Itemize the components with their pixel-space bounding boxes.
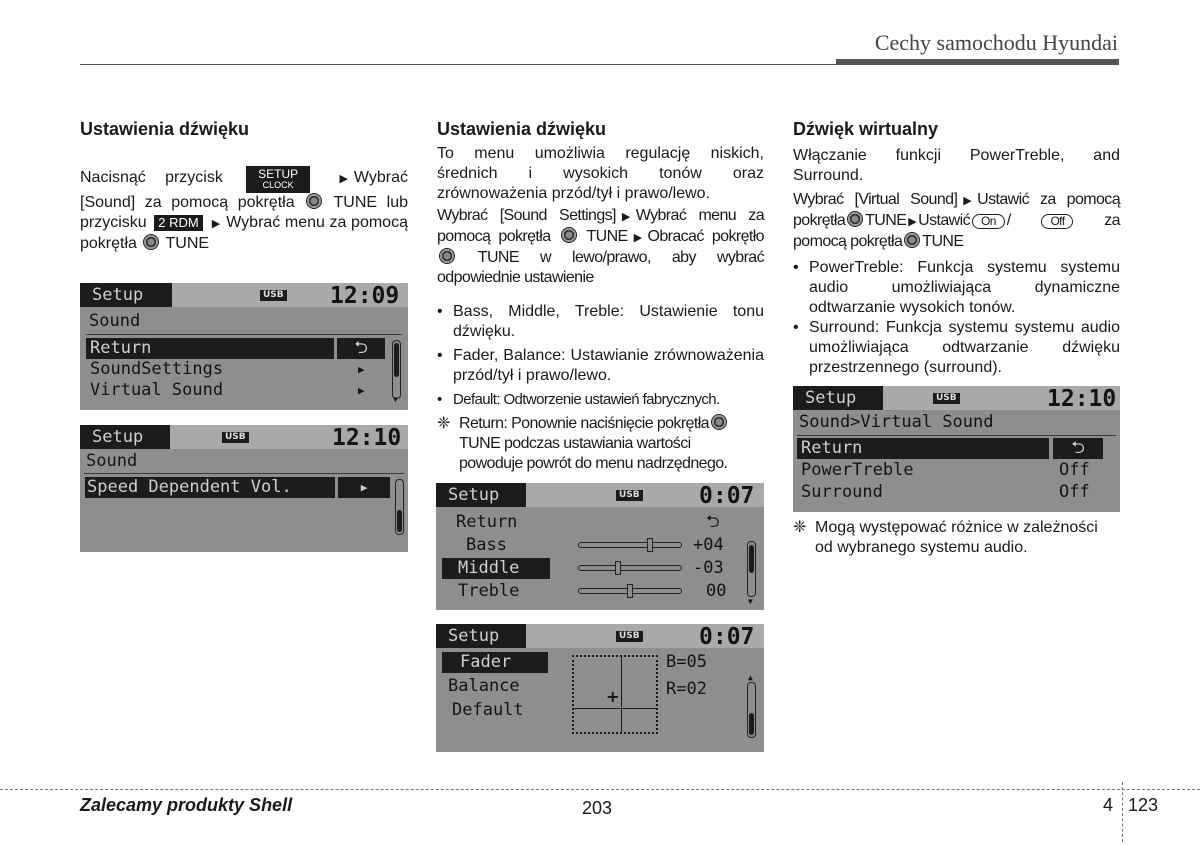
menu-item-balance[interactable]: Balance [448, 676, 520, 696]
text: Obracać [647, 228, 704, 245]
tune-knob-icon [561, 227, 577, 243]
header-accent-bar [836, 59, 1119, 65]
scrollbar[interactable] [392, 340, 401, 399]
text: Wybrać menu [635, 207, 737, 224]
setup-tag: Setup [80, 283, 172, 307]
arrow-right-icon: ▶ [211, 218, 221, 230]
note-mark: ❈ [437, 415, 450, 432]
paragraph: Włączanie funkcji PowerTreble, and Surround. [793, 147, 1120, 184]
setup-tag: Setup [436, 624, 526, 648]
arrow-right-icon: ▶ [358, 384, 365, 397]
arrow-right-icon: ▶ [633, 232, 642, 244]
tune-knob-icon [143, 234, 159, 250]
text: TUNE podczas ustawiania wartości [459, 435, 691, 452]
menu-item-return[interactable]: Return [456, 512, 518, 532]
usb-badge: USB [933, 393, 960, 404]
arrow-right-icon: ▶ [339, 173, 348, 185]
text: Wybrać [353, 169, 408, 186]
text: powoduje powrót do menu nadrzędnego. [459, 455, 728, 472]
return-icon: ⮌ [337, 338, 385, 359]
menu-item-speed-dependent-vol[interactable]: Speed Dependent Vol. [85, 477, 335, 498]
paragraph [437, 206, 764, 288]
usb-badge: USB [222, 432, 249, 443]
middle-slider[interactable] [578, 565, 682, 571]
arrow-right-icon: ▶ [908, 216, 917, 228]
list-item: • Default: Odtworzenie ustawień fabrycznych. [437, 391, 720, 408]
paragraph: To menu umożliwia regulację niskich, średnich i wysokich tonów oraz zrównoważenia przód/tył i prawo/lewo. [437, 145, 764, 202]
text: Ustawić [918, 212, 970, 229]
arrow-right-icon: ▶ [338, 477, 390, 498]
column-2 [437, 118, 764, 474]
text: TUNE [333, 194, 378, 211]
powertreble-value: Off [1059, 460, 1090, 480]
footer-rule [0, 789, 1200, 790]
middle-value: -03 [693, 558, 724, 578]
menu-item-return[interactable]: Return [86, 338, 334, 359]
tune-knob-icon [847, 211, 863, 227]
usb-badge: USB [260, 290, 287, 301]
setup-clock-button [246, 166, 310, 193]
treble-value: 00 [706, 581, 727, 601]
text: za pomocą pokrętła [80, 214, 408, 252]
tune-knob-icon [439, 248, 455, 264]
lcd-screen-virtual-sound [793, 386, 1120, 512]
screen-title: Sound [89, 311, 141, 331]
clock-display: 0:07 [699, 483, 755, 509]
bullet-list [793, 258, 1120, 378]
menu-item-fader[interactable]: Fader [442, 652, 548, 673]
header-title: Cechy samochodu Hyundai [874, 30, 1118, 55]
note-mark: ❈ [793, 519, 807, 536]
header-rule [80, 64, 836, 65]
lcd-screen-speed-volume [80, 425, 408, 552]
tune-knob-icon [904, 232, 920, 248]
rdm-button: 2 RDM [154, 215, 202, 231]
arrow-right-icon: ▶ [963, 195, 972, 207]
off-pill: Off [1041, 214, 1073, 229]
footer-brand-note: Zalecamy produkty Shell [80, 795, 293, 815]
paragraph: Wybrać [Virtual Sound] ▶ Ustawić za pomocą pokrętła TUNE ▶ Ustawić On / Off za pomocą pokrętła TUNE [793, 191, 1120, 250]
on-pill: On [972, 214, 1005, 229]
scroll-up-icon: ▲ [748, 673, 753, 682]
setup-tag: Setup [436, 483, 526, 507]
clock-label: CLOCK [262, 180, 294, 190]
lcd-screen-fader [436, 624, 764, 752]
list-item: • PowerTreble: Funkcja systemu systemu audio umożliwiająca dynamiczne odtwarzanie wysokich tonów. [793, 259, 1120, 316]
text: TUNE w lewo/prawo, aby wybrać odpowiednie ustawienie [437, 249, 764, 286]
setup-label: SETUP [258, 167, 299, 181]
menu-item-sound-settings[interactable]: SoundSettings [90, 359, 224, 379]
text: Return: Ponownie naciśnięcie pokrętła [459, 415, 709, 432]
setup-tag: Setup [80, 425, 170, 449]
clock-display: 0:07 [699, 624, 755, 650]
usb-badge: USB [616, 490, 643, 501]
text: Wybrać menu [226, 214, 325, 231]
scrollbar[interactable] [747, 541, 756, 597]
balance-grid[interactable] [572, 655, 658, 734]
usb-badge: USB [616, 631, 643, 642]
setup-tag: Setup [793, 386, 883, 410]
text: Wybrać [Sound Settings] [437, 207, 616, 224]
footer-section-number: 4 [1103, 795, 1114, 815]
text: TUNE [165, 235, 210, 252]
text: lub przycisku [80, 194, 408, 231]
text: TUNE [865, 212, 907, 229]
section-heading: Ustawienia dźwięku [80, 119, 250, 139]
lcd-screen-tone [436, 483, 764, 610]
screen-title: Sound>Virtual Sound [799, 412, 994, 432]
fader-value: B=05 [666, 652, 707, 672]
tune-knob-icon [306, 193, 322, 209]
menu-item-default[interactable]: Default [452, 700, 524, 720]
text: Mogą występować różnice w zależności od wybranego systemu audio. [815, 519, 1098, 556]
scroll-down-icon: ▼ [748, 597, 753, 606]
scrollbar[interactable] [395, 479, 404, 535]
section-heading: Ustawienia dźwięku [437, 119, 607, 139]
menu-item-middle[interactable]: Middle [442, 558, 550, 579]
section-heading: Dźwięk wirtualny [793, 119, 939, 139]
bass-slider[interactable] [578, 542, 682, 548]
paragraph [80, 166, 408, 254]
menu-item-powertreble[interactable]: PowerTreble [801, 460, 914, 480]
list-item: • Fader, Balance: Ustawianie zrównoważenia przód/tył i prawo/lewo. [437, 347, 764, 384]
balance-value: R=02 [666, 679, 707, 699]
scroll-down-icon: ▼ [393, 395, 398, 404]
text: za pomocą pokrętła [437, 207, 764, 245]
menu-item-bass[interactable]: Bass [466, 535, 507, 555]
text: Nacisnąć przycisk [80, 169, 223, 186]
scrollbar[interactable] [747, 682, 756, 738]
menu-item-virtual-sound[interactable]: Virtual Sound [90, 380, 224, 400]
column-3-note [793, 518, 1120, 558]
text: Wybrać [Virtual Sound] [793, 191, 958, 208]
lcd-screen-sound [80, 283, 408, 410]
text: TUNE [586, 228, 628, 245]
arrow-right-icon: ▶ [621, 211, 630, 223]
note [437, 414, 764, 474]
text: [Sound] za pomocą pokrętła [80, 194, 295, 211]
clock-display: 12:10 [1047, 386, 1117, 412]
column-1 [80, 118, 408, 254]
text: pokrętło [711, 228, 764, 245]
list-item: • Surround: Funkcja systemu systemu audio umożliwiająca odtwarzanie dźwięku przestrzennego (surround). [793, 319, 1120, 376]
return-icon: ⮌ [706, 512, 720, 532]
tune-knob-icon [711, 414, 727, 430]
return-icon: ⮌ [1053, 438, 1103, 459]
text: pomocą pokrętła [793, 191, 1120, 229]
bass-value: +04 [693, 535, 724, 555]
menu-item-return[interactable]: Return [797, 438, 1049, 459]
screen-title: Sound [86, 451, 138, 471]
balance-marker-icon: + [606, 687, 620, 706]
column-3 [793, 118, 1120, 378]
treble-slider[interactable] [578, 588, 682, 594]
menu-item-surround[interactable]: Surround [801, 482, 883, 502]
menu-item-treble[interactable]: Treble [458, 581, 520, 601]
note [793, 518, 1120, 558]
clock-display: 12:10 [332, 425, 402, 451]
text: TUNE [922, 233, 964, 250]
text: Ustawić za [977, 191, 1056, 208]
footer-divider [1122, 782, 1123, 842]
bullet-list [437, 302, 764, 410]
surround-value: Off [1059, 482, 1090, 502]
clock-display: 12:09 [330, 283, 400, 309]
list-item: • Bass, Middle, Treble: Ustawienie tonu dźwięku. [437, 303, 764, 340]
footer-page-number: 203 [582, 798, 613, 818]
text: za pomocą pokrętła [793, 212, 1120, 250]
arrow-right-icon: ▶ [358, 363, 365, 376]
footer-manual-page: 123 [1128, 795, 1159, 815]
